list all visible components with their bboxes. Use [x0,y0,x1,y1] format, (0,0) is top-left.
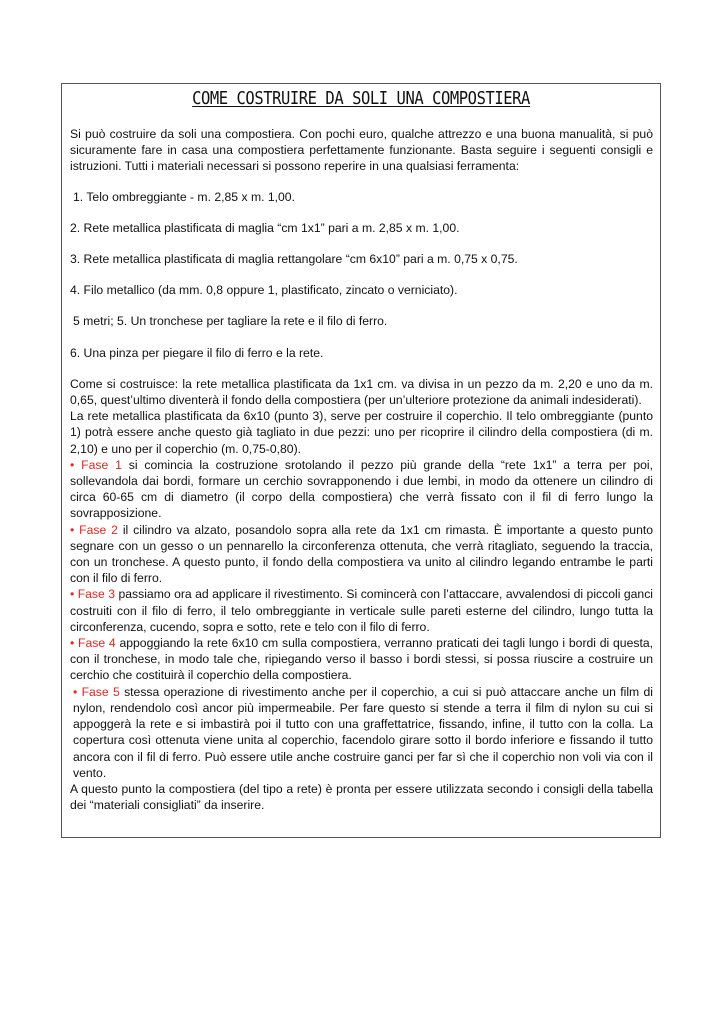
closing-paragraph: A questo punto la compostiera (del tipo a rete) è pronta per essere utilizzata secondo i consigli della tabella dei “materiali consigliati” da inserire. [70,781,653,813]
phase-1-paragraph [70,457,653,522]
phase-5-paragraph [70,684,653,781]
intro-paragraph: Si può costruire da soli una compostiera. Con pochi euro, qualche attrezzo e una buona manualità, si può sicuramente fare in casa una compostiera perfettamente funzionante. Basta seguire i seguenti consigli e istruzioni. Tutti i materiali necessari si possono reperire in una qualsiasi ferramenta: [70,127,653,174]
phase-4-text: appoggiando la rete 6x10 cm sulla compostiera, verranno praticati dei tagli lungo i bordi di questa, con il tronchese, in modo tale che, ripiegando verso il basso i bordi stessi, si possa riuscire a costruire un cerchio che costituirà il coperchio della compostiera. [70,636,654,683]
phase-5-text: stessa operazione di rivestimento anche per il coperchio, a cui si può attaccare anche un film di nylon, rendendolo così ancor più impermeabile. Per fare questo si stende a terra il film di nylon su cui si appoggerà la rete e si imbastirà poi il tutto con una graffettatrice, fissando, infine, il tutto con la colla. La copertura così ottenuta viene unita al coperchio, facendolo girare sotto il bordo inferiore e fissando il tutto ancora con il fil di ferro. Può essere utile anche costruire ganci per far sì che il coperchio non voli via con il vento. [73,684,653,780]
phase-3-label: • Fase 3 [70,587,116,602]
phase-4-paragraph [70,635,653,684]
phase-3-text: passiamo ora ad applicare il rivestimento. Si comincerà con l’attaccare, avvalendosi di piccoli ganci costruiti con il filo di ferro, il telo ombreggiante in verticale sulle pareti esterne del cilindro, lungo tutta la circonferenza, cucendo, sopra e sotto, rete e telo con il filo di ferro. [70,587,653,634]
phase-1-text: si comincia la costruzione srotolando il pezzo più grande della “rete 1x1” a terra per poi, sollevandola dai bordi, formare un cerchio sovrapponendo i due lembi, in modo da ottenere un cilindro di circa 60-65 cm di diametro (il corpo della compostiera) che verrà fissato con il fil di ferro lungo la sovrapposizione. [70,457,653,521]
material-item-6: 6. Una pinza per piegare il filo di ferro e la rete. [70,345,324,360]
document-frame [61,83,661,838]
phase-5-label: • Fase 5 [73,684,120,699]
material-item-4: 4. Filo metallico (da mm. 0,8 oppure 1, plastificato, zincato o verniciato). [70,283,458,298]
document-title: COME COSTRUIRE DA SOLI UNA COMPOSTIERA [192,88,530,109]
phase-2-paragraph [70,522,653,587]
phase-2-text: il cilindro va alzato, posandolo sopra alla rete da 1x1 cm rimasta. È importante a questo punto segnare con un gesso o un pennarello la circonferenza ottenuta, che verrà ritagliato, seguendo la traccia, con un tronchese. A questo punto, il fondo della compostiera va unito al cilindro legando entrambe le parti con il filo di ferro. [70,522,654,586]
material-item-1: 1. Telo ombreggiante - m. 2,85 x m. 1,00. [73,189,295,204]
material-item-5: 5 metri; 5. Un tronchese per tagliare la rete e il filo di ferro. [73,314,388,329]
cover-note: La rete metallica plastificata da 6x10 (punto 3), serve per costruire il coperchio. Il telo ombreggiante (punto 1) potrà essere anche questo già tagliato in due pezzi: uno per ricoprire il cilindro della compostiera (di m. 2,10) e uno per il coperchio (m. 0,75-0,80). [70,409,653,456]
phase-1-label: • Fase 1 [70,457,122,472]
material-item-3: 3. Rete metallica plastificata di maglia rettangolare “cm 6x10” pari a m. 0,75 x 0,75. [70,252,518,267]
document-body [70,126,653,813]
phase-3-paragraph [70,586,653,635]
how-to-intro: Come si costruisce: la rete metallica plastificata da 1x1 cm. va divisa in un pezzo da m. 2,20 e uno da m. 0,65, quest’ultimo diventerà il fondo della compostiera (per un’ulteriore protezione da animali indesiderati). [70,376,653,408]
phase-4-label: • Fase 4 [70,636,116,651]
phase-2-label: • Fase 2 [70,522,118,537]
material-item-2: 2. Rete metallica plastificata di maglia “cm 1x1” pari a m. 2,85 x m. 1,00. [70,220,460,235]
